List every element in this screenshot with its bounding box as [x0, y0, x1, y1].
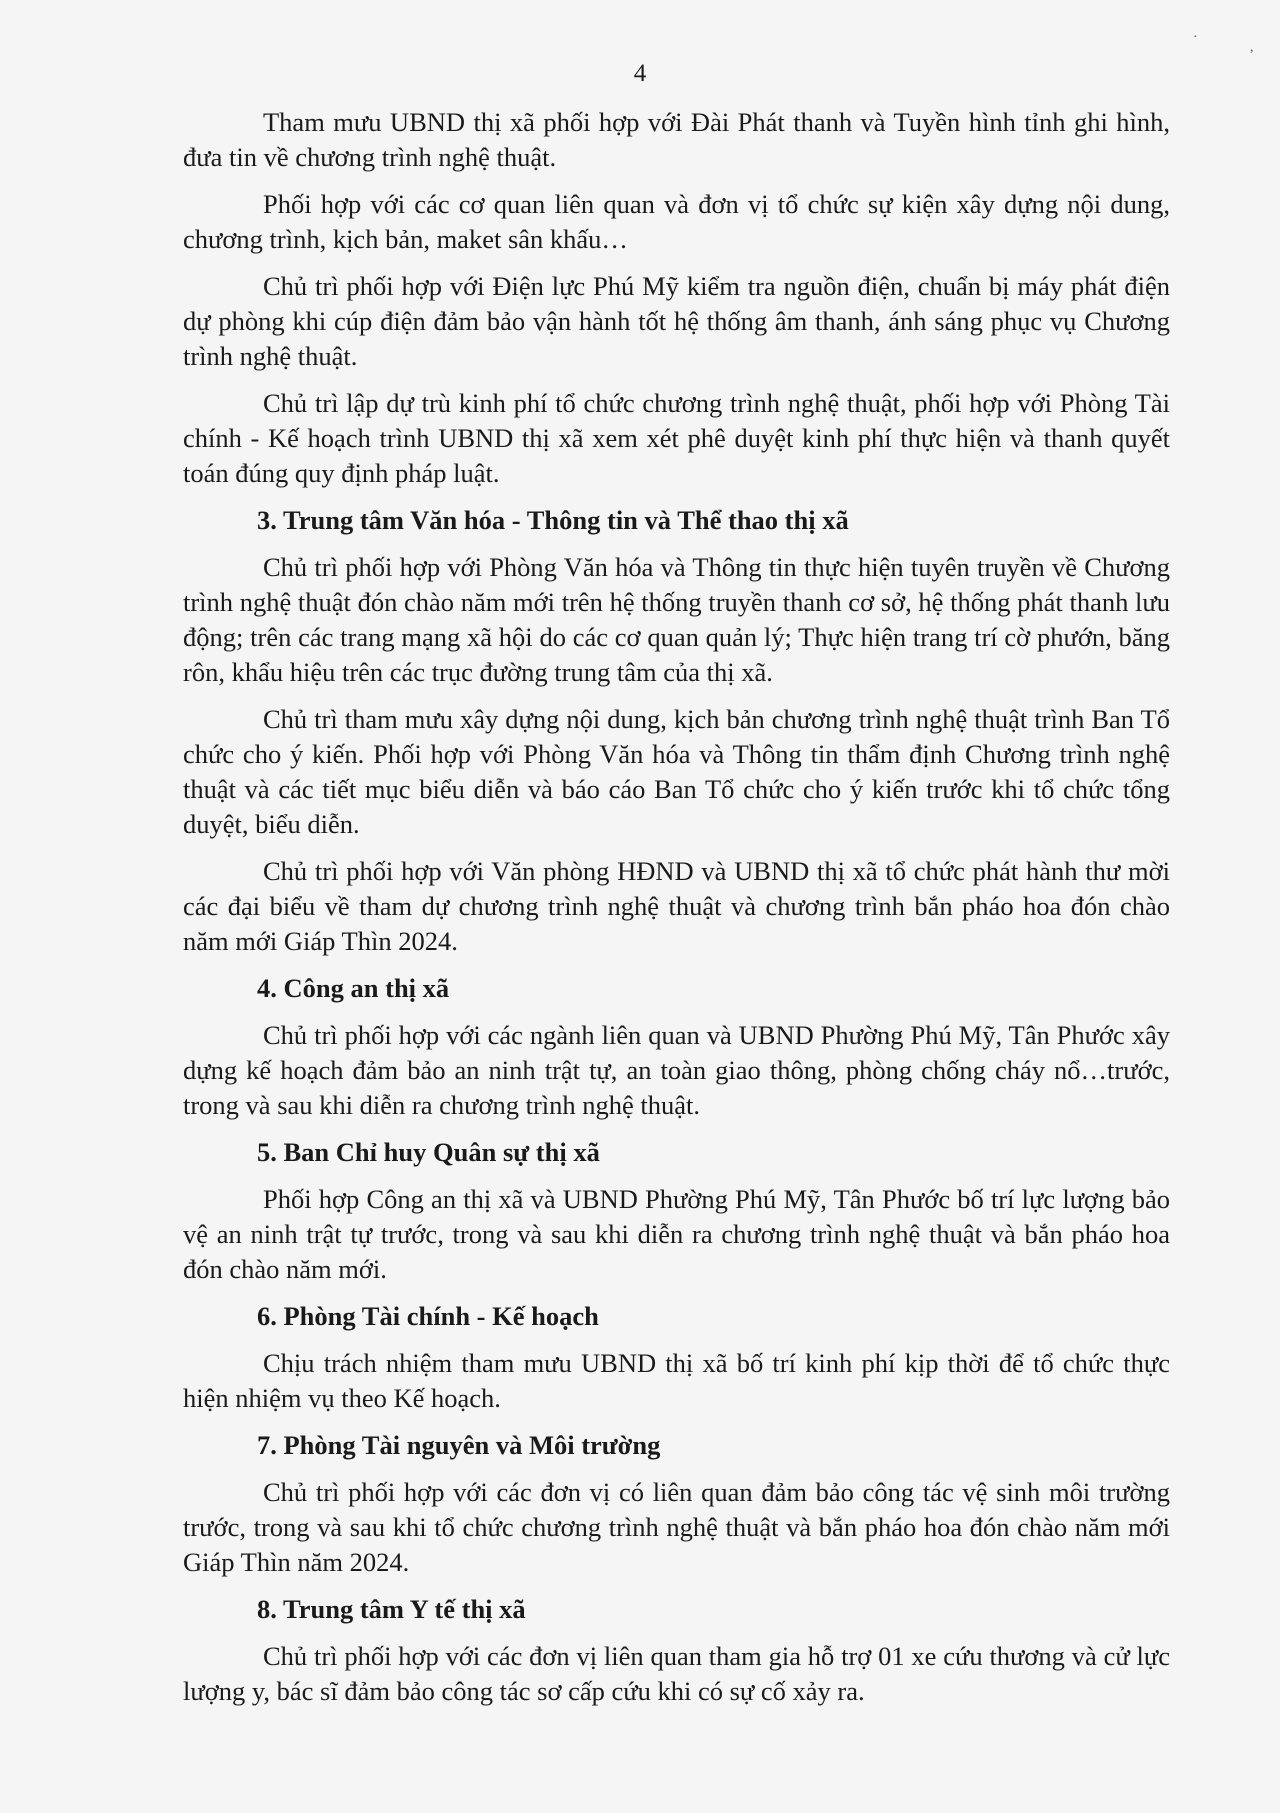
- scan-speck: ,: [1250, 40, 1254, 55]
- paragraph: Chủ trì phối hợp với Phòng Văn hóa và Thông tin thực hiện tuyên truyền về Chương trình nghệ thuật đón chào năm mới trên hệ thống truyền thanh cơ sở, hệ thống phát thanh lưu động; trên các trang mạng xã hội do các cơ quan quản lý; Thực hiện trang trí cờ phướn, băng rôn, khẩu hiệu trên các trục đường trung tâm của thị xã.: [183, 552, 1170, 687]
- section-heading: 8. Trung tâm Y tế thị xã: [257, 1594, 526, 1624]
- paragraph: Chịu trách nhiệm tham mưu UBND thị xã bố trí kinh phí kịp thời để tổ chức thực hiện nhiệm vụ theo Kế hoạch.: [183, 1348, 1170, 1413]
- paragraph: Chủ trì phối hợp với các đơn vị liên quan tham gia hỗ trợ 01 xe cứu thương và cử lực lượng y, bác sĩ đảm bảo công tác sơ cấp cứu khi có sự cố xảy ra.: [183, 1641, 1170, 1706]
- paragraph: Chủ trì lập dự trù kinh phí tổ chức chương trình nghệ thuật, phối hợp với Phòng Tài chính - Kế hoạch trình UBND thị xã xem xét phê duyệt kinh phí thực hiện và thanh quyết toán đúng quy định pháp luật.: [183, 388, 1170, 488]
- paragraph: Chủ trì tham mưu xây dựng nội dung, kịch bản chương trình nghệ thuật trình Ban Tổ chức cho ý kiến. Phối hợp với Phòng Văn hóa và Thông tin thẩm định Chương trình nghệ thuật và các tiết mục biểu diễn và báo cáo Ban Tổ chức cho ý kiến trước khi tổ chức tổng duyệt, biểu diễn.: [183, 704, 1170, 839]
- paragraph: Chủ trì phối hợp với Văn phòng HĐND và UBND thị xã tổ chức phát hành thư mời các đại biểu về tham dự chương trình nghệ thuật và chương trình bắn pháo hoa đón chào năm mới Giáp Thìn 2024.: [183, 856, 1170, 956]
- paragraph: Chủ trì phối hợp với các đơn vị có liên quan đảm bảo công tác vệ sinh môi trường trước, trong và sau khi tổ chức chương trình nghệ thuật và bắn pháo hoa đón chào năm mới Giáp Thìn năm 2024.: [183, 1477, 1170, 1577]
- section-heading: 4. Công an thị xã: [257, 973, 450, 1003]
- paragraph: Tham mưu UBND thị xã phối hợp với Đài Phát thanh và Tuyền hình tỉnh ghi hình, đưa tin về chương trình nghệ thuật.: [183, 107, 1170, 172]
- document-body: [183, 105, 1170, 1721]
- paragraph: Phối hợp với các cơ quan liên quan và đơn vị tổ chức sự kiện xây dựng nội dung, chương trình, kịch bản, maket sân khấu…: [183, 189, 1170, 254]
- section-heading: 7. Phòng Tài nguyên và Môi trường: [257, 1430, 661, 1460]
- paragraph: Phối hợp Công an thị xã và UBND Phường Phú Mỹ, Tân Phước bố trí lực lượng bảo vệ an ninh trật tự trước, trong và sau khi diễn ra chương trình nghệ thuật và bắn pháo hoa đón chào năm mới.: [183, 1184, 1170, 1284]
- paragraph: Chủ trì phối hợp với Điện lực Phú Mỹ kiểm tra nguồn điện, chuẩn bị máy phát điện dự phòng khi cúp điện đảm bảo vận hành tốt hệ thống âm thanh, ánh sáng phục vụ Chương trình nghệ thuật.: [183, 271, 1170, 371]
- section-heading: 5. Ban Chỉ huy Quân sự thị xã: [257, 1137, 600, 1167]
- paragraph: Chủ trì phối hợp với các ngành liên quan và UBND Phường Phú Mỹ, Tân Phước xây dựng kế hoạch đảm bảo an ninh trật tự, an toàn giao thông, phòng chống cháy nổ…trước, trong và sau khi diễn ra chương trình nghệ thuật.: [183, 1020, 1170, 1120]
- section-heading: 6. Phòng Tài chính - Kế hoạch: [257, 1301, 599, 1331]
- section-heading: 3. Trung tâm Văn hóa - Thông tin và Thể thao thị xã: [257, 505, 849, 535]
- page-number: 4: [633, 60, 647, 87]
- scan-speck: ·: [1193, 30, 1198, 45]
